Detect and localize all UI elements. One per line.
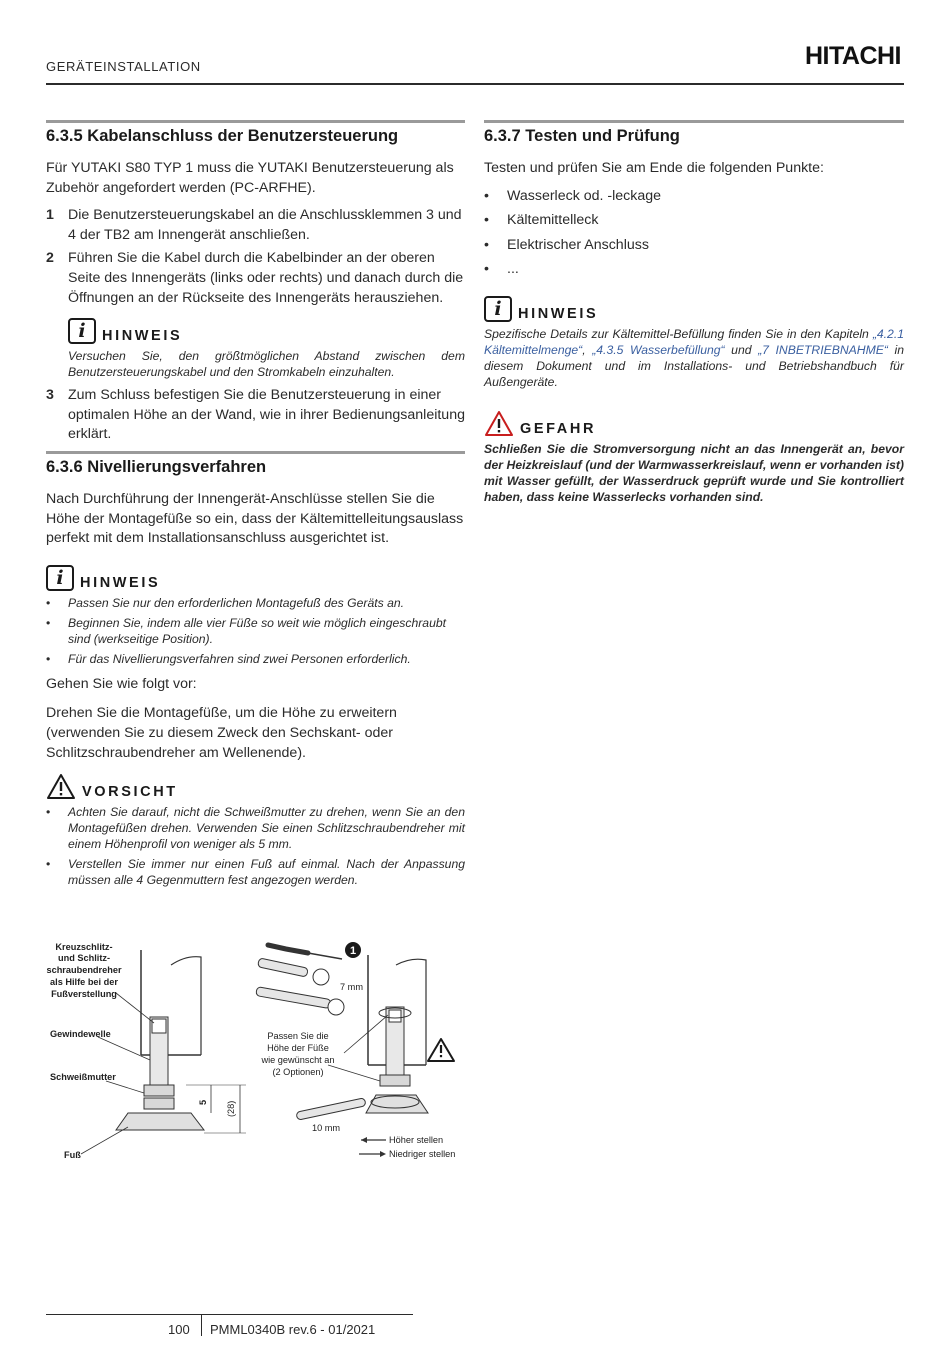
check-item: • Wasserleck od. -leckage bbox=[484, 187, 904, 207]
document-code: PMML0340B rev.6 - 01/2021 bbox=[210, 1322, 376, 1337]
note-bullet-text: Für das Nivellierungsverfahren sind zwei Personen erforderlich. bbox=[68, 651, 411, 666]
hitachi-logo: HITACHI bbox=[804, 42, 901, 70]
note-text: Versuchen Sie, den größtmöglichen Abstand zwischen dem Benutzersteuerungskabel und den Stromkabeln einzuhalten. bbox=[68, 349, 465, 380]
paragraph-637-intro: Testen und prüfen Sie am Ende die folgenden Punkte: bbox=[484, 160, 824, 176]
note-label: HINWEIS bbox=[518, 305, 599, 322]
label-threaded-shaft: Gewindewelle bbox=[50, 1029, 111, 1039]
label-adjust-4: (2 Optionen) bbox=[272, 1067, 324, 1077]
header-rule bbox=[46, 83, 904, 85]
caution-label: VORSICHT bbox=[82, 784, 178, 801]
dimension-7mm: 7 mm bbox=[340, 982, 363, 992]
check-item: • Elektrischer Anschluss bbox=[484, 236, 904, 256]
step-item bbox=[46, 249, 465, 308]
label-screwdriver-5: Fußverstellung bbox=[51, 989, 117, 999]
step-number: 1 bbox=[46, 207, 54, 224]
step-text: Die Benutzersteuerungskabel an die Anschlussklemmen 3 und 4 der TB2 am Innengerät anschließen. bbox=[68, 207, 462, 243]
info-icon: i bbox=[484, 296, 512, 322]
paragraph-635-intro: Für YUTAKI S80 TYP 1 muss die YUTAKI Benutzersteuerung als Zubehör angefordert werden (PC-ARFHE). bbox=[46, 160, 454, 196]
check-item-text: Wasserleck od. -leckage bbox=[507, 187, 662, 204]
link-inbetriebnahme[interactable]: „7 INBETRIEBNAHME“ bbox=[758, 342, 888, 357]
note-header bbox=[46, 565, 465, 591]
leveling-figure bbox=[46, 935, 466, 1165]
check-item: • Kältemittelleck bbox=[484, 211, 904, 231]
danger-text: Schließen Sie die Stromversorgung nicht an das Innengerät an, bevor der Heizkreislauf (und der Warmwasserkreislauf, wenn er vorhanden ist) mit Wasser gefüllt, der Wasserdruck geprüft wurde und Sie kontrolliert haben, dass keine Wasserlecks vorhanden sind. bbox=[484, 441, 904, 504]
info-icon: i bbox=[68, 318, 96, 344]
paragraph-procedure: Gehen Sie wie folgt vor: bbox=[46, 675, 197, 692]
step-item bbox=[46, 386, 465, 445]
caution-bullet-text: Achten Sie darauf, nicht die Schweißmutter zu drehen, wenn Sie an den Montagefüßen drehen. Verwenden Sie einen Schlitzschraubendreher mit einem Höhenprofil von weniger als 5 mm. bbox=[68, 805, 465, 852]
warning-triangle-icon bbox=[428, 1039, 454, 1061]
label-screwdriver-3: schraubendreher bbox=[46, 965, 122, 975]
page-number: 100 bbox=[168, 1322, 190, 1337]
label-screwdriver-4: als Hilfe bei der bbox=[50, 977, 118, 987]
paragraph-636-intro: Nach Durchführung der Innengerät-Anschlüsse stellen Sie die Höhe der Montagefüße so ein, dass der Kältemittelleitungsauslass perfekt mit dem Installationsanschluss ausgerichtet ist. bbox=[46, 490, 464, 547]
legend-lower: Niedriger stellen bbox=[389, 1149, 456, 1159]
label-weld-nut: Schweißmutter bbox=[50, 1072, 116, 1082]
label-adjust-3: wie gewünscht an bbox=[261, 1055, 335, 1065]
tools-icon bbox=[256, 945, 344, 1015]
paragraph-turn-feet: Drehen Sie die Montagefüße, um die Höhe zu erweitern (verwenden Sie zu diesem Zweck den Sechskant- oder Schlitzschraubendreher am Wellenende). bbox=[46, 705, 397, 761]
dimension-5: 5 bbox=[198, 1099, 208, 1105]
note-bullet-text: Beginnen Sie, indem alle vier Füße so weit wie möglich eingeschraubt sind (werkseitige Position). bbox=[68, 615, 447, 646]
link-kaeltemittelmenge[interactable]: „4.2.1 Kältemittelmenge“ bbox=[484, 326, 904, 357]
note-bullet: • Für das Nivellierungsverfahren sind zwei Personen erforderlich. bbox=[46, 651, 411, 666]
note-bullet: • Beginnen Sie, indem alle vier Füße so weit wie möglich eingeschraubt sind (werkseitige Position). bbox=[46, 615, 465, 647]
arrow-left-icon bbox=[361, 1137, 367, 1143]
note-text: Spezifische Details zur Kältemittel-Befüllung finden Sie in den Kapiteln „4.2.1 Kältemittelmenge“, „4.3.5 Wasserbefüllung“ und „7 INBETRIEBNAHME“ in diesem Dokument und im Installations- und Betriebshandbuch für Außengeräte. bbox=[484, 326, 905, 389]
dimension-10mm: 10 mm bbox=[312, 1123, 341, 1133]
caution-bullet: • Achten Sie darauf, nicht die Schweißmutter zu drehen, wenn Sie an den Montagefüßen drehen. Verwenden Sie einen Schlitzschraubendreher mit einem Höhenprofil von weniger als 5 mm. bbox=[46, 805, 465, 852]
warning-triangle-icon bbox=[46, 773, 76, 800]
label-adjust-1: Passen Sie die bbox=[267, 1031, 329, 1041]
step-marker: 1 bbox=[349, 945, 357, 957]
section-title-637: 6.3.7 Testen und Prüfung bbox=[484, 120, 904, 146]
check-item-text: Kältemittelleck bbox=[507, 212, 599, 229]
label-foot: Fuß bbox=[64, 1150, 81, 1160]
danger-header bbox=[484, 410, 904, 437]
note-label: HINWEIS bbox=[102, 328, 183, 345]
note-header bbox=[68, 318, 465, 344]
note-bullet-text: Passen Sie nur den erforderlichen Montagefuß des Geräts an. bbox=[68, 595, 405, 610]
caution-header bbox=[46, 773, 465, 800]
section-title-636: 6.3.6 Nivellierungsverfahren bbox=[46, 451, 465, 477]
danger-label: GEFAHR bbox=[520, 420, 597, 437]
caution-bullet-text: Verstellen Sie immer nur einen Fuß auf einmal. Nach der Anpassung müssen alle 4 Gegenmuttern fest angezogen werden. bbox=[68, 857, 465, 888]
step-text: Führen Sie die Kabel durch die Kabelbinder an der oberen Seite des Innengeräts (links oder rechts) und danach durch die Öffnungen an der Rückseite des Innengeräts herausziehen. bbox=[68, 250, 464, 306]
note-label: HINWEIS bbox=[80, 574, 161, 591]
legend-higher: Höher stellen bbox=[389, 1135, 444, 1145]
dimension-28: (28) bbox=[226, 1100, 236, 1117]
danger-triangle-icon bbox=[484, 410, 514, 437]
header-section-title: GERÄTEINSTALLATION bbox=[46, 59, 201, 74]
footer-rule bbox=[46, 1314, 413, 1315]
footer-separator bbox=[201, 1314, 202, 1336]
note-bullet: • Passen Sie nur den erforderlichen Montagefuß des Geräts an. bbox=[46, 595, 405, 610]
label-screwdriver-2: und Schlitz- bbox=[57, 953, 111, 963]
info-icon: i bbox=[46, 565, 74, 591]
check-item: • ... bbox=[484, 260, 904, 280]
step-number: 2 bbox=[46, 250, 54, 267]
check-item-text: Elektrischer Anschluss bbox=[507, 236, 649, 253]
check-item-text: ... bbox=[507, 261, 519, 278]
left-column bbox=[46, 120, 465, 892]
step-item bbox=[46, 206, 465, 245]
arrow-right-icon bbox=[380, 1151, 386, 1157]
right-column bbox=[484, 120, 904, 505]
link-wasserbefuellung[interactable]: „4.3.5 Wasserbefüllung“ bbox=[592, 342, 725, 357]
label-screwdriver-1: Kreuzschlitz- bbox=[55, 942, 113, 952]
step-number: 3 bbox=[46, 387, 54, 404]
section-title-635: 6.3.5 Kabelanschluss der Benutzersteuerung bbox=[46, 120, 465, 146]
note-header bbox=[484, 296, 904, 322]
label-adjust-2: Höhe der Füße bbox=[267, 1043, 329, 1053]
caution-bullet: • Verstellen Sie immer nur einen Fuß auf einmal. Nach der Anpassung müssen alle 4 Gegenmuttern fest angezogen werden. bbox=[46, 857, 465, 888]
step-text: Zum Schluss befestigen Sie die Benutzersteuerung in einer optimalen Höhe an der Wand, wie in ihrer Bedienungsanleitung erklärt. bbox=[68, 387, 465, 443]
